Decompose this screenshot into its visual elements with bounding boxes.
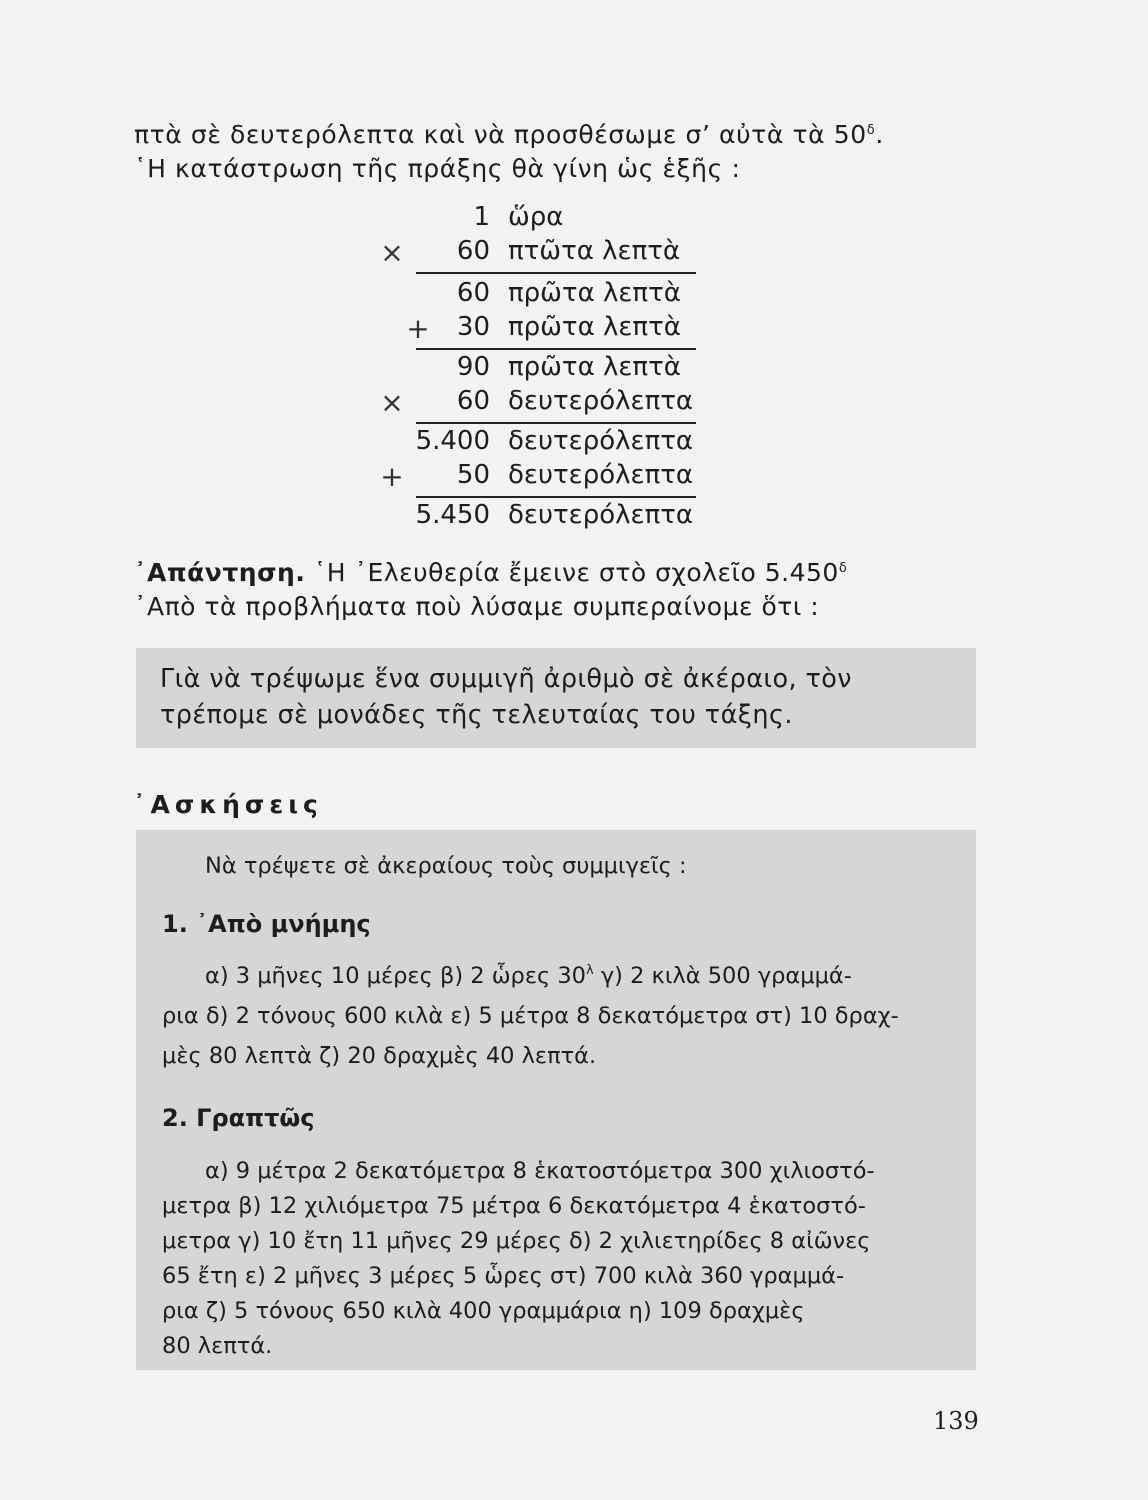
calc-unit: πτῶτα λεπτὰ [508,236,681,266]
intro-line-1-end: . [875,120,884,149]
page-number: 139 [933,1407,979,1435]
calc-number: 1 [473,202,490,232]
section-1-line-2: ρια δ) 2 τόνους 600 κιλὰ ε) 5 μέτρα 8 δεκατόμετρα στ) 10 δραχ- [162,1003,899,1029]
section-2-line-2: μετρα β) 12 χιλιόμετρα 75 μέτρα 6 δεκατόμετρα 4 ἑκατοστό- [162,1193,866,1219]
section-2-line-3: μετρα γ) 10 ἔτη 11 μῆνες 29 μέρες δ) 2 χιλιετηρίδες 8 αἰῶνες [162,1228,871,1254]
calc-unit: ὥρα [508,202,564,232]
calc-number: 5.450 [415,500,490,530]
intro-line-1-sup: δ [866,123,876,138]
calc-number: 50 [456,460,490,490]
rule-line-1: Γιὰ νὰ τρέψωμε ἕνα συμμιγῆ ἀριθμὸ σὲ ἀκέραιο, τὸν [160,664,852,694]
section-1-line-1-sup: λ [585,963,594,978]
section-2-line-1: α) 9 μέτρα 2 δεκατόμετρα 8 ἑκατοστόμετρα 300 χιλιοστό- [205,1158,875,1184]
section-1-title: 1. ᾿Απὸ μνήμης [162,910,371,938]
calc-unit: δευτερόλεπτα [508,386,694,416]
calc-unit: πρῶτα λεπτὰ [508,352,681,382]
answer-sup: δ [838,561,848,576]
calc-number: 60 [456,236,490,266]
section-1-line-1-text: α) 3 μῆνες 10 μέρες β) 2 ὧρες 30 [205,963,586,989]
calc-rule [416,496,696,498]
intro-line-1-text: πτὰ σὲ δευτερόλεπτα καὶ νὰ προσθέσωμε σ’ αὐτὰ τὰ 50 [134,120,867,149]
section-2-line-5: ρια ζ) 5 τόνους 650 κιλὰ 400 γραμμάρια η) 109 δραχμὲς [162,1298,805,1324]
calc-number: 30 [456,312,490,342]
exercises-instruction: Νὰ τρέψετε σὲ ἀκεραίους τοὺς συμμιγεῖς : [205,853,687,879]
multiply-operator: × [380,386,404,419]
section-2-title: 2. Γραπτῶς [162,1104,315,1132]
rule-line-2: τρέπομε σὲ μονάδες τῆς τελευταίας του τάξης. [160,700,793,730]
answer-label: ᾿Απάντηση. [134,558,306,587]
section-1-line-1 [205,963,852,989]
calc-number: 5.400 [415,426,490,456]
section-2-line-6: 80 λεπτά. [162,1333,273,1359]
calc-number: 60 [456,386,490,416]
calc-unit: πρῶτα λεπτὰ [508,278,681,308]
plus-operator: + [380,460,404,493]
plus-operator: + [406,312,430,345]
calc-rule [416,272,696,274]
calc-number: 90 [456,352,490,382]
answer-text: ῾Η ᾿Ελευθερία ἔμεινε στὸ σχολεῖο 5.450 [305,558,839,587]
exercises-heading: ᾿Ασκήσεις [133,790,323,819]
rule-box [136,648,976,748]
conclusion-line: ᾿Απὸ τὰ προβλήματα ποὺ λύσαμε συμπεραίνομε ὅτι : [134,592,820,621]
calc-unit: δευτερόλεπτα [508,426,694,456]
calc-rule [416,348,696,350]
calc-unit: δευτερόλεπτα [508,500,694,530]
section-1-line-1-tail: γ) 2 κιλὰ 500 γραμμά- [593,963,852,989]
calc-rule [416,422,696,424]
intro-line-1 [134,120,884,149]
section-2-line-4: 65 ἔτη ε) 2 μῆνες 3 μέρες 5 ὧρες στ) 700 κιλὰ 360 γραμμά- [162,1263,845,1289]
section-1-line-3: μὲς 80 λεπτὰ ζ) 20 δραχμὲς 40 λεπτά. [162,1043,597,1069]
calc-number: 60 [456,278,490,308]
intro-line-2: ῾Η κατάστρωση τῆς πράξης θὰ γίνη ὡς ἑξῆς : [134,154,741,183]
answer-line [134,558,847,587]
calc-unit: πρῶτα λεπτὰ [508,312,681,342]
calc-unit: δευτερόλεπτα [508,460,694,490]
multiply-operator: × [380,236,404,269]
